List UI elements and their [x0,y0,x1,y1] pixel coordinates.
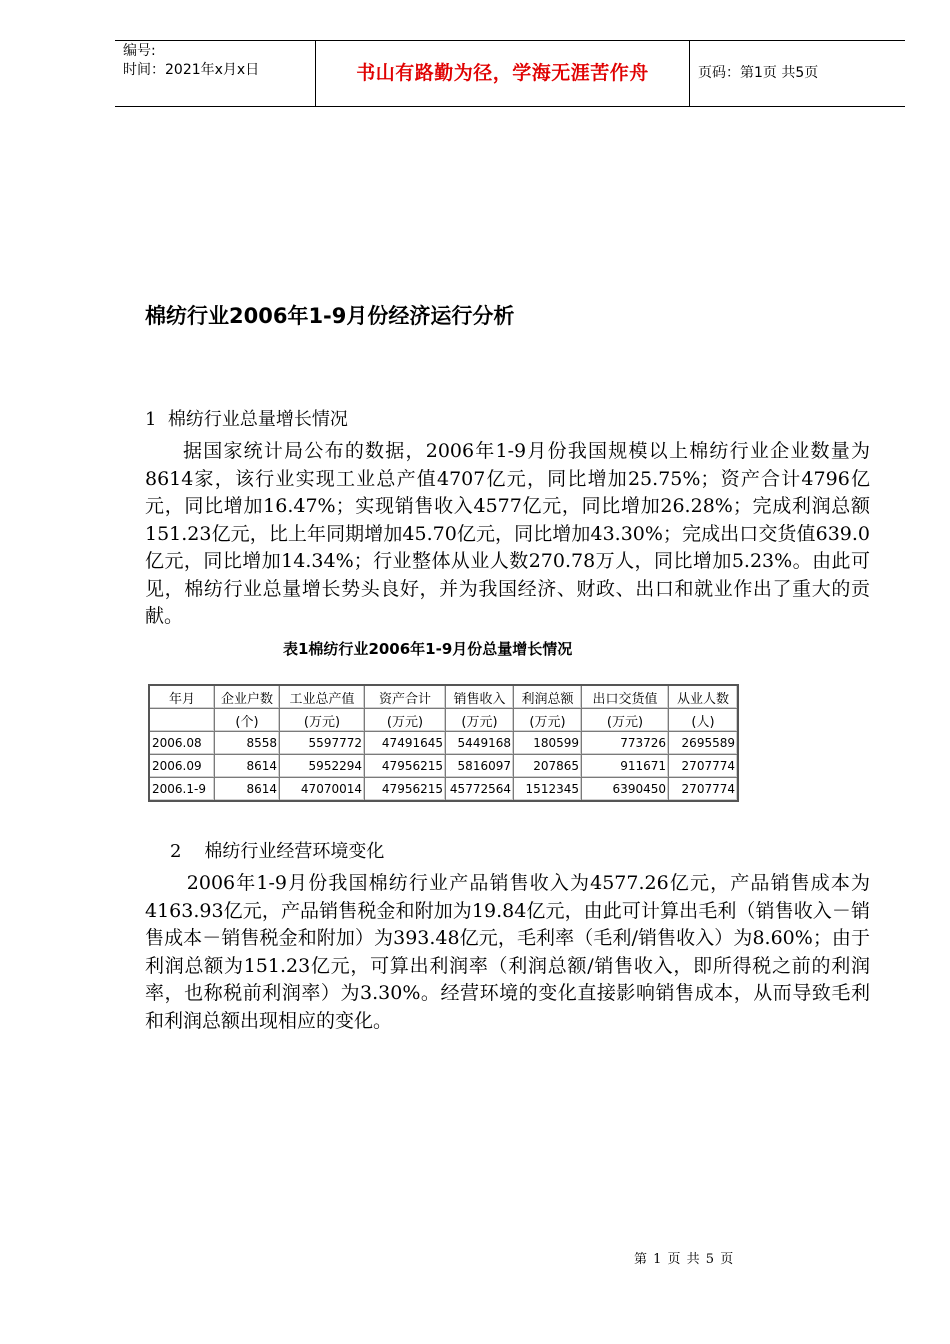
table-header-cell: 从业人数 [669,685,739,709]
table-header-cell: 年月 [149,685,215,709]
table-cell: 5952294 [280,755,365,778]
table-cell: 47956215 [365,778,446,802]
header-top-rule [115,40,905,41]
table-unit-cell: (万元) [582,709,669,732]
table-header-cell: 资产合计 [365,685,446,709]
table-cell: 2006.09 [149,755,215,778]
table-cell: 773726 [582,732,669,755]
table-unit-cell [149,709,215,732]
table-header-cell: 企业户数 [215,685,280,709]
section-paragraph: 2006年1-9月份我国棉纺行业产品销售收入为4577.26亿元，产品销售成本为4163.93亿元，产品销售税金和附加为19.84亿元，由此可计算出毛利（销售收入－销售成本－销售税金和附加）为393.48亿元，毛利率（毛利/销售收入）为8.60%；由于利润总额为151.23亿元，可算出利润率（利润总额/销售收入，即所得税之前的利润率，也称税前利润率）为3.30%。经营环境的变化直接影响销售成本，从而导致毛利和利润总额出现相应的变化。 [145,872,870,1032]
document-title: 棉纺行业2006年1-9月份经济运行分析 [145,304,515,328]
header-motto: 书山有路勤为径，学海无涯苦作舟 [356,62,649,84]
table-row [149,778,738,802]
table-unit-cell: (人) [669,709,739,732]
table-cell: 8614 [215,755,280,778]
table-caption: 表1棉纺行业2006年1-9月份总量增长情况 [283,640,573,658]
growth-table [148,684,739,802]
table-cell: 6390450 [582,778,669,802]
table-cell: 2707774 [669,755,739,778]
table-header-row [149,685,738,709]
table-header-cell: 工业总产值 [280,685,365,709]
table-cell: 180599 [514,732,582,755]
section-heading: 1 棉纺行业总量增长情况 [145,409,348,430]
table-cell: 2006.1-9 [149,778,215,802]
document-number-label: 编号: [123,43,156,59]
table-header-cell: 利润总额 [514,685,582,709]
table-cell: 911671 [582,755,669,778]
header-meta [123,42,313,80]
table-unit-row [149,709,738,732]
table-unit-cell: (万元) [514,709,582,732]
table-cell: 2006.08 [149,732,215,755]
table-cell: 207865 [514,755,582,778]
header-divider [689,40,690,107]
table-cell: 2695589 [669,732,739,755]
table-cell: 45772564 [446,778,514,802]
table-unit-cell: (万元) [280,709,365,732]
table-unit-cell: (个) [215,709,280,732]
section-paragraph: 据国家统计局公布的数据，2006年1-9月份我国规模以上棉纺行业企业数量为8614家，该行业实现工业总产值4707亿元，同比增加25.75%；资产合计4796亿元，同比增加16.47%；实现销售收入4577亿元，同比增加26.28%；完成利润总额151.23亿元，比上年同期增加45.70亿元，同比增加43.30%；完成出口交货值639.0亿元，同比增加14.34%；行业整体从业人数270.78万人，同比增加5.23%。由此可见，棉纺行业总量增长势头良好，并为我国经济、财政、出口和就业作出了重大的贡献。 [145,440,870,627]
table-cell: 47070014 [280,778,365,802]
document-time-label: 时间：2021年x月x日 [123,62,260,78]
table-header-cell: 出口交货值 [582,685,669,709]
table-cell: 47491645 [365,732,446,755]
header-bottom-rule [115,106,905,107]
table-cell: 5597772 [280,732,365,755]
table-cell: 8558 [215,732,280,755]
section-heading: 2 棉纺行业经营环境变化 [170,841,385,862]
table-header-cell: 销售收入 [446,685,514,709]
table-cell: 5816097 [446,755,514,778]
table-cell: 2707774 [669,778,739,802]
table-unit-cell: (万元) [446,709,514,732]
header-page-info: 页码：第1页 共5页 [698,65,819,81]
page-footer: 第 1 页 共 5 页 [634,1252,735,1267]
table-cell: 47956215 [365,755,446,778]
table-row [149,732,738,755]
table-row [149,755,738,778]
table-unit-cell: (万元) [365,709,446,732]
table-cell: 1512345 [514,778,582,802]
table-cell: 5449168 [446,732,514,755]
table-cell: 8614 [215,778,280,802]
